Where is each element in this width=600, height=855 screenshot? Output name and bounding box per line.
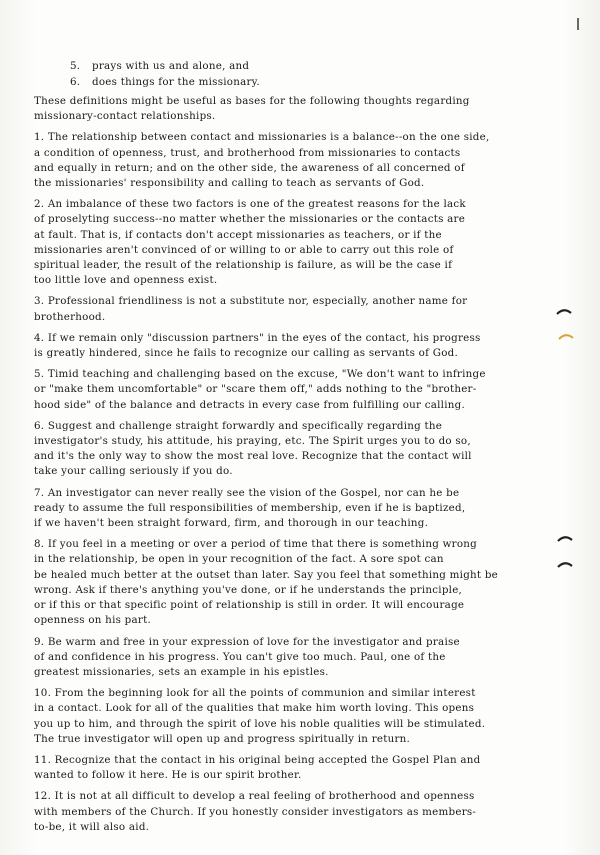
staple-mark [576,16,586,30]
intro-paragraph [34,94,564,124]
paragraph-9 [34,635,564,681]
numbered-paragraphs [34,130,564,835]
text-line: to-be, it will also aid. [34,820,150,833]
text-line: 2. An imbalance of these two factors is one of the greatest reasons for the lack [34,198,466,211]
text-line: at fault. That is, if contacts don't accept missionaries as teachers, or if the [34,228,442,241]
text-line: take your calling seriously if you do. [34,465,233,478]
paragraph-2 [34,197,564,288]
list-item-number: 5. [70,60,81,72]
text-line: of and confidence in his progress. You can't give too much. Paul, one of the [34,650,446,663]
text-line: wrong. Ask if there's anything you've done, or if he understands the principle, [34,583,463,596]
text-line: wanted to follow it here. He is our spirit brother. [34,769,302,782]
text-line: 1. The relationship between contact and missionaries is a balance--on the one side, [34,131,490,144]
list-item-text: does things for the missionary. [92,76,260,88]
paragraph-4 [34,331,564,361]
list-item [70,58,564,74]
paragraph-3 [34,294,564,324]
text-line: ready to assume the full responsibilities of membership, even if he is baptized, [34,501,466,514]
text-line: with members of the Church. If you honestly consider investigators as members- [34,805,477,818]
paragraph-8 [34,537,564,628]
text-line: 5. Timid teaching and challenging based on the excuse, "We don't want to infringe [34,368,486,381]
text-line: or if this or that specific point of relationship is still in order. It will encourage [34,599,465,612]
text-line: investigator's study, his attitude, his praying, etc. The Spirit urges you to do so, [34,435,471,448]
text-line: 6. Suggest and challenge straight forwardly and specifically regarding the [34,419,443,432]
text-line: too little love and openness exist. [34,274,218,287]
text-line: greatest missionaries, sets an example in his epistles. [34,665,329,678]
paragraph-10 [34,686,564,747]
list-item [70,74,564,90]
text-line: in the relationship, be open in your recognition of the fact. A sore spot can [34,553,444,566]
text-line: 12. It is not at all difficult to develop a real feeling of brotherhood and openness [34,790,475,803]
text-line: be healed much better at the outset than later. Say you feel that something might be [34,568,499,581]
text-line: is greatly hindered, since he fails to recognize our calling as servants of God. [34,347,459,360]
list-item-text: prays with us and alone, and [92,60,250,72]
text-line: These definitions might be useful as bases for the following thoughts regarding [34,95,470,107]
text-line: The true investigator will open up and progress spiritually in return. [34,732,411,745]
text-line: the missionaries' responsibility and calling to teach as servants of God. [34,177,425,190]
text-line: 10. From the beginning look for all the points of communion and similar interest [34,687,476,700]
text-line: 3. Professional friendliness is not a substitute nor, especially, another name for [34,295,468,308]
text-line: and equally in return; and on the other side, the awareness of all concerned of [34,161,465,174]
paragraph-5 [34,367,564,413]
text-line: if we haven't been straight forward, firm, and thorough in our teaching. [34,517,429,530]
paragraph-1 [34,130,564,191]
numbered-list [70,58,564,90]
text-line: 9. Be warm and free in your expression of love for the investigator and praise [34,635,460,648]
text-line: 7. An investigator can never really see the vision of the Gospel, nor can he be [34,486,460,499]
text-line: 8. If you feel in a meeting or over a period of time that there is something wrong [34,538,478,551]
text-line: of proselyting success--no matter whether the missionaries or the contacts are [34,213,466,226]
text-line: a condition of openness, trust, and brotherhood from missionaries to contacts [34,146,461,159]
text-line: hood side" of the balance and detracts in every case from fulfilling our calling. [34,398,466,411]
paragraph-12 [34,789,564,835]
text-line: spiritual leader, the result of the relationship is failure, as will be the case if [34,259,453,272]
text-line: openness on his part. [34,614,151,627]
text-line: missionary-contact relationships. [34,110,216,123]
paragraph-11 [34,753,564,783]
text-line: in a contact. Look for all of the qualities that make him worth loving. This opens [34,702,475,715]
text-line: you up to him, and through the spirit of love his noble qualities will be stimulated. [34,717,486,730]
text-line: 4. If we remain only "discussion partners" in the eyes of the contact, his progress [34,331,481,344]
list-item-number: 6. [70,76,81,88]
document-body [34,58,564,835]
paragraph-7 [34,486,564,532]
text-line: brotherhood. [34,310,106,323]
text-line: 11. Recognize that the contact in his original being accepted the Gospel Plan and [34,753,481,766]
text-line: or "make them uncomfortable" or "scare them off," adds nothing to the "brother- [34,383,477,396]
paragraph-6 [34,419,564,480]
text-line: missionaries aren't convinced of or willing to or able to carry out this role of [34,243,454,256]
text-line: and it's the only way to show the most real love. Recognize that the contact will [34,450,472,463]
